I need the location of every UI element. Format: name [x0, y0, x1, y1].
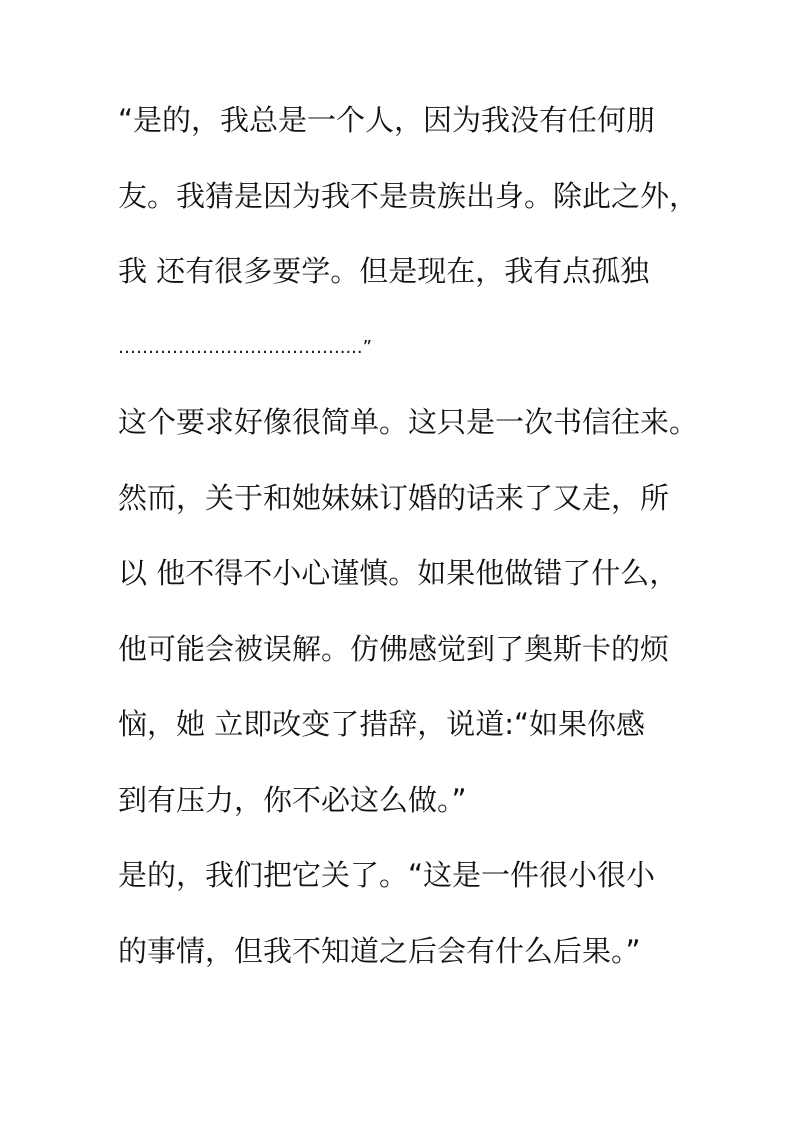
text-line: 的事情，但我不知道之后会有什么后果。” [118, 934, 641, 968]
text-line: 然而，关于和她妹妹订婚的话来了又走，所 [118, 481, 670, 515]
text-line: 我 还有很多要学。但是现在，我有点孤独 [118, 254, 650, 288]
text-line: 到有压力，你不必这么做。” [118, 783, 467, 817]
text-line: 这个要求好像很简单。这只是一次书信往来。 [118, 405, 699, 439]
text-line-ellipsis: ……………………………….....” [118, 337, 372, 358]
text-line: 他可能会被误解。仿佛感觉到了奥斯卡的烦 [118, 632, 670, 666]
text-line: 友。我猜是因为我不是贵族出身。除此之外， [118, 179, 699, 213]
text-line: 恼，她 立即改变了措辞，说道:“如果你感 [118, 707, 646, 741]
text-line: “是的，我总是一个人，因为我没有任何朋 [118, 103, 656, 137]
text-line: 以 他不得不小心谨慎。如果他做错了什么， [118, 556, 679, 590]
text-line: 是的，我们把它关了。“这是一件很小很小 [118, 858, 656, 892]
